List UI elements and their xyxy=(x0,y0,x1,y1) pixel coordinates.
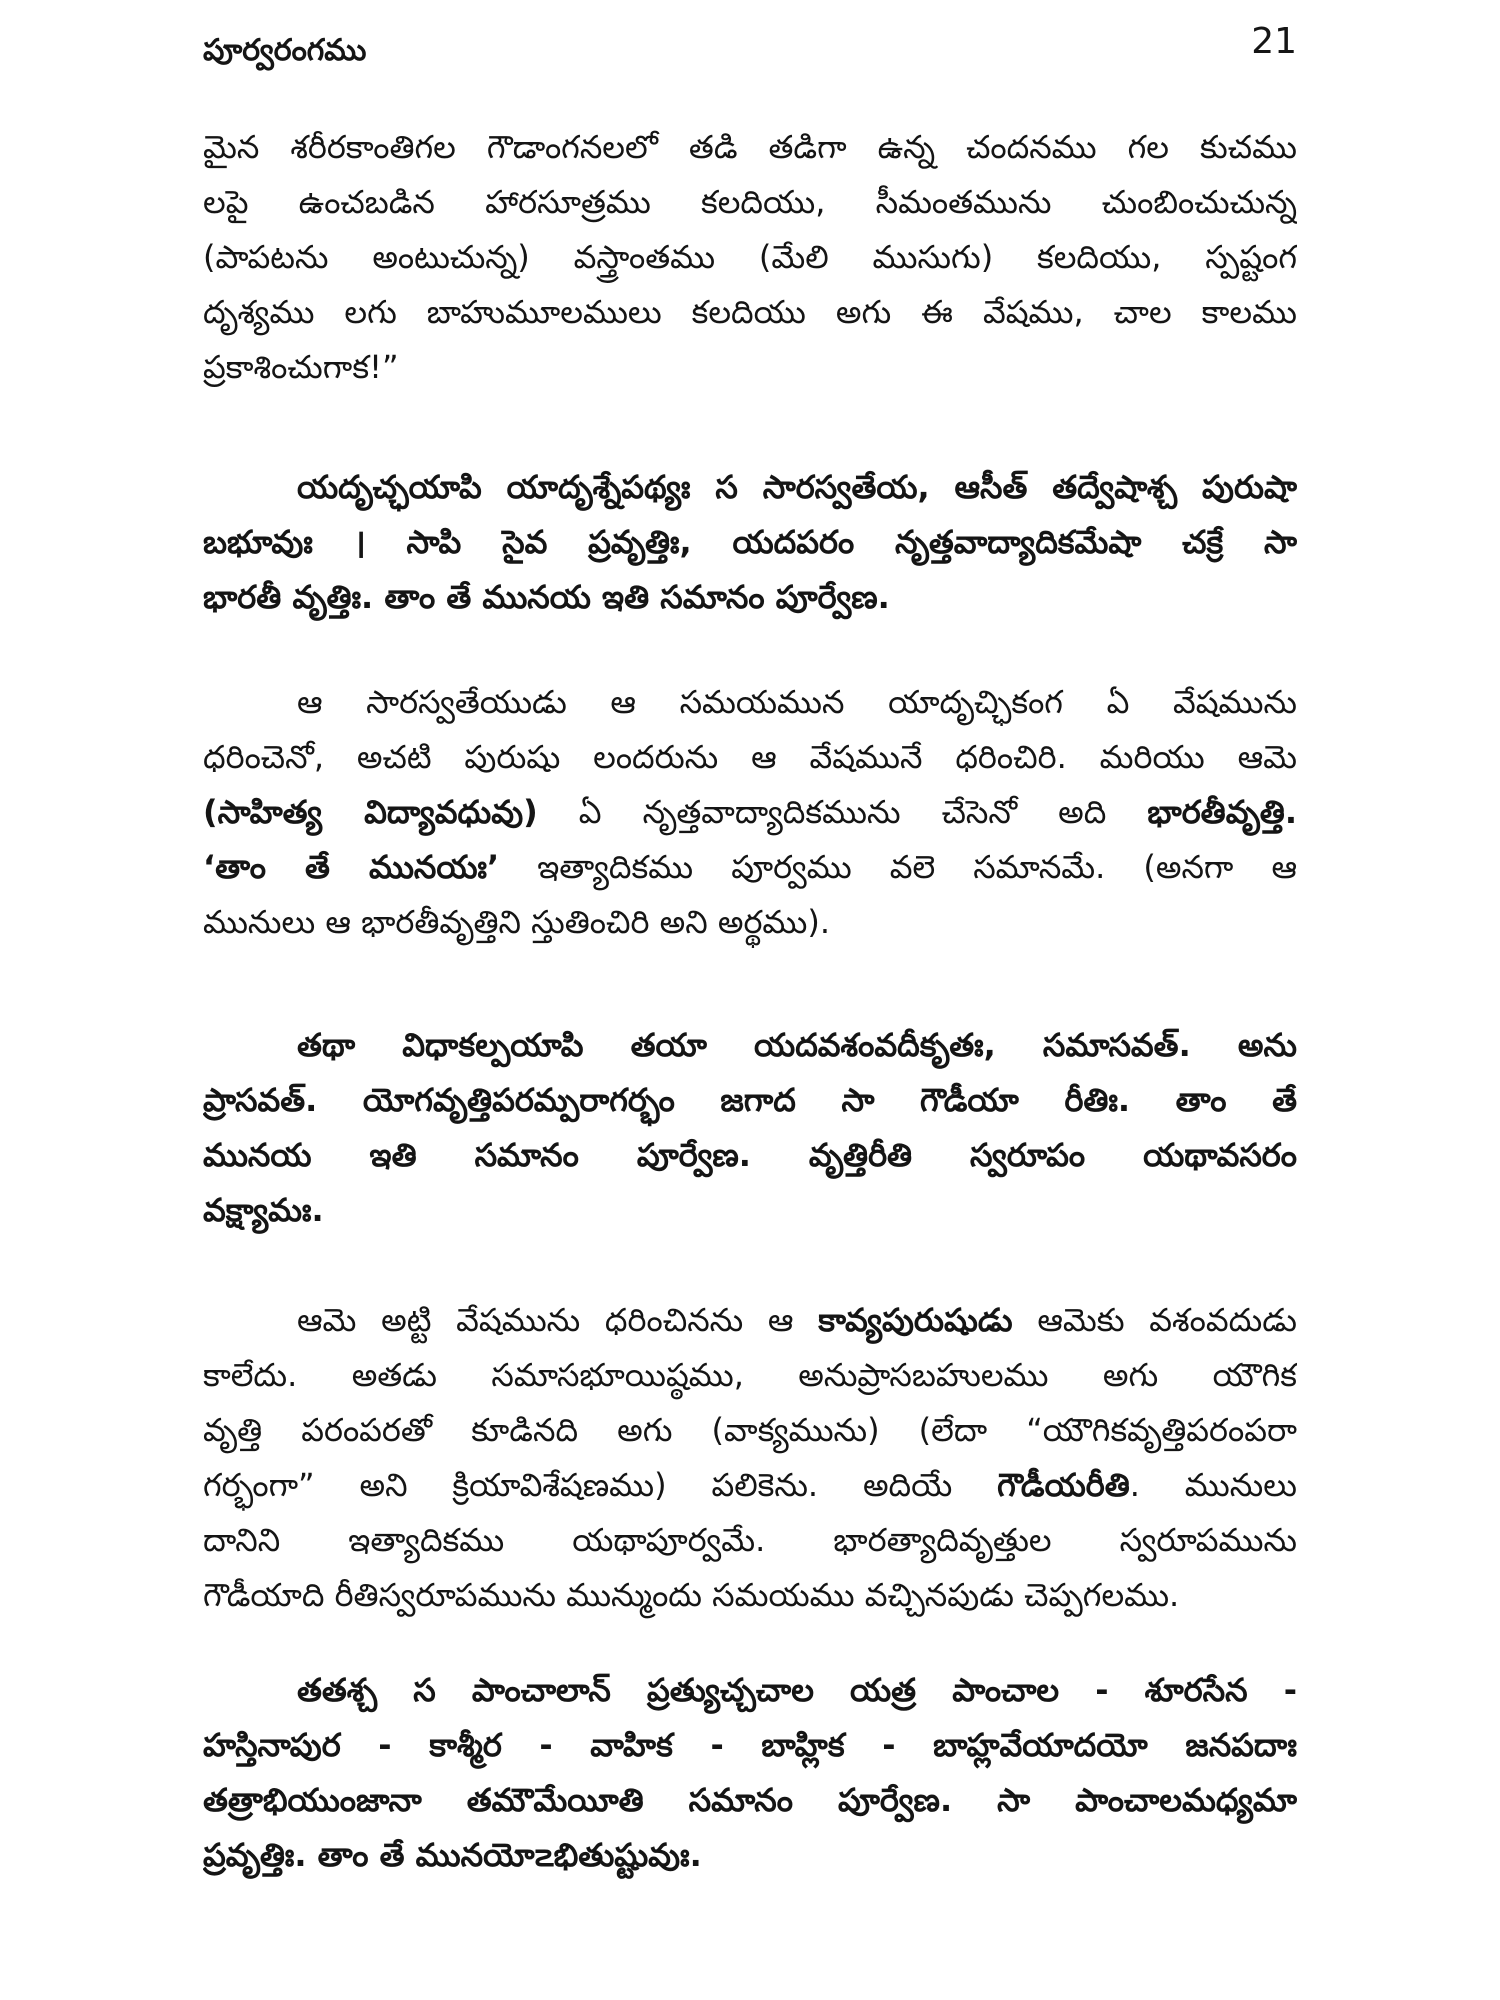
text-line xyxy=(203,895,1297,950)
paragraph-translation-continued xyxy=(203,120,1297,395)
text-segment: ఏ నృత్తవాద్యాదికమును చేసెనో అది xyxy=(537,793,1148,831)
text-segment: ప్రవృత్తిః. తాం తే మునయో౽భితుష్టువుః. xyxy=(203,1836,702,1874)
text-line xyxy=(203,515,1297,570)
bold-text: భారతీవృత్తి. xyxy=(1147,793,1297,831)
text-line xyxy=(203,1128,1297,1183)
text-line xyxy=(203,1663,1297,1718)
text-line xyxy=(203,460,1297,515)
text-segment: మునులు ఆ భారతీవృత్తిని స్తుతించిరి అని అర్థము). xyxy=(203,903,831,941)
paragraph-sanskrit-text xyxy=(203,1663,1297,1883)
text-line xyxy=(203,1073,1297,1128)
text-line xyxy=(203,175,1297,230)
text-segment: . మునులు xyxy=(1129,1466,1297,1504)
paragraph-translation xyxy=(203,1293,1297,1623)
text-segment: గర్భంగా” అని క్రియావిశేషణము) పలికెను. అదియే xyxy=(203,1466,998,1504)
text-line xyxy=(203,230,1297,285)
text-segment: ధరించెనో, అచటి పురుషు లందరును ఆ వేషమునే ధరించిరి. మరియు ఆమె xyxy=(203,738,1297,776)
bold-text: ‘తాం తే మునయః’ xyxy=(203,848,500,886)
text-segment: ఆమె అట్టి వేషమును ధరించినను ఆ xyxy=(297,1301,819,1339)
text-segment: వక్ష్యామః. xyxy=(203,1191,324,1229)
text-line xyxy=(203,1183,1297,1238)
text-line xyxy=(203,1348,1297,1403)
bold-text: (సాహిత్య విద్యావధువు) xyxy=(203,793,538,831)
text-segment: ఆ సారస్వతేయుడు ఆ సమయమున యాదృచ్ఛికంగ ఏ వేషమును xyxy=(297,683,1297,721)
text-line xyxy=(203,1718,1297,1773)
text-line xyxy=(203,840,1297,895)
text-line xyxy=(203,570,1297,625)
text-segment: ప్రకాశించుగాక!” xyxy=(203,348,399,386)
text-segment: బభూవుః । సాపి సైవ ప్రవృత్తిః, యదపరం నృత్తవాద్యాదికమేషా చక్రే సా xyxy=(203,523,1297,561)
paragraph-translation xyxy=(203,675,1297,950)
text-segment: హస్తినాపుర - కాశ్మీర - వాహిక - బాహ్లిక - బాహ్లవేయాదయో జనపదాః xyxy=(203,1726,1297,1764)
text-line xyxy=(203,1773,1297,1828)
paragraph-sanskrit-text xyxy=(203,1018,1297,1238)
text-segment: మునయ ఇతి సమానం పూర్వేణ. వృత్తిరీతి స్వరూపం యథావసరం xyxy=(203,1136,1297,1174)
bold-text: గౌడీయరీతి xyxy=(997,1466,1130,1504)
paragraph-sanskrit-text xyxy=(203,460,1297,625)
text-segment: (పాపటను అంటుచున్న) వస్త్రాంతము (మేలి ముసుగు) కలదియు, స్పష్టంగ xyxy=(203,238,1297,276)
text-segment: వృత్తి పరంపరతో కూడినది అగు (వాక్యమును) (లేదా “యౌగికవృత్తిపరంపరా xyxy=(203,1411,1297,1449)
text-line xyxy=(203,120,1297,175)
text-line xyxy=(203,285,1297,340)
text-line xyxy=(203,340,1297,395)
text-segment: మైన శరీరకాంతిగల గౌడాంగనలలో తడి తడిగా ఉన్న చందనము గల కుచము xyxy=(203,128,1297,166)
text-segment: భారతీ వృత్తిః. తాం తే మునయ ఇతి సమానం పూర్వేణ. xyxy=(203,578,890,616)
bold-text: కావ్యపురుషుడు xyxy=(818,1301,1013,1339)
text-segment: లపై ఉంచబడిన హారసూత్రము కలదియు, సీమంతమును చుంబించుచున్న xyxy=(203,183,1297,221)
text-segment: ఇత్యాదికము పూర్వము వలె సమానమే. (అనగా ఆ xyxy=(499,848,1297,886)
text-segment: యదృచ్ఛయాపి యాదృశ్నేపథ్యః స సారస్వతేయ, ఆసీత్ తద్వేషాశ్చ పురుషా xyxy=(297,468,1297,506)
text-line xyxy=(203,1018,1297,1073)
text-line xyxy=(203,1568,1297,1623)
text-line xyxy=(203,1458,1297,1513)
text-line xyxy=(203,730,1297,785)
text-segment: ఆమెకు వశంవదుడు xyxy=(1012,1301,1297,1339)
text-segment: దానిని ఇత్యాదికము యథాపూర్వమే. భారత్యాదివృత్తుల స్వరూపమును xyxy=(203,1521,1297,1559)
text-segment: తత్రాభియుంజానా తమౌమేయీతి సమానం పూర్వేణ. సా పాంచాలమధ్యమా xyxy=(203,1781,1297,1819)
text-segment: ప్రాసవత్. యోగవృత్తిపరమ్పరాగర్భం జగాద సా గౌడీయా రీతిః. తాం తే xyxy=(203,1081,1297,1119)
text-segment: గౌడీయాది రీతిస్వరూపమును మున్ముందు సమయము వచ్చినపుడు చెప్పగలము. xyxy=(203,1576,1180,1614)
text-segment: దృశ్యము లగు బాహుమూలములు కలదియు అగు ఈ వేషము, చాల కాలము xyxy=(203,293,1297,331)
text-segment: తథా విధాకల్పయాపి తయా యదవశంవదీకృతః, సమాసవత్. అను xyxy=(297,1026,1297,1064)
text-line xyxy=(203,1403,1297,1458)
text-segment: తతశ్చ స పాంచాలాన్ ప్రత్యుచ్చచాల యత్ర పాంచాల - శూరసేన - xyxy=(297,1671,1297,1709)
text-line xyxy=(203,675,1297,730)
text-line xyxy=(203,1828,1297,1883)
text-line xyxy=(203,1293,1297,1348)
text-segment: కాలేదు. అతడు సమాసభూయిష్ఠము, అనుప్రాసబహులము అగు యౌగిక xyxy=(203,1356,1297,1394)
running-head-title: పూర్వరంగము xyxy=(203,33,367,68)
text-line xyxy=(203,1513,1297,1568)
text-line xyxy=(203,785,1297,840)
page-number: 21 xyxy=(1251,21,1297,62)
